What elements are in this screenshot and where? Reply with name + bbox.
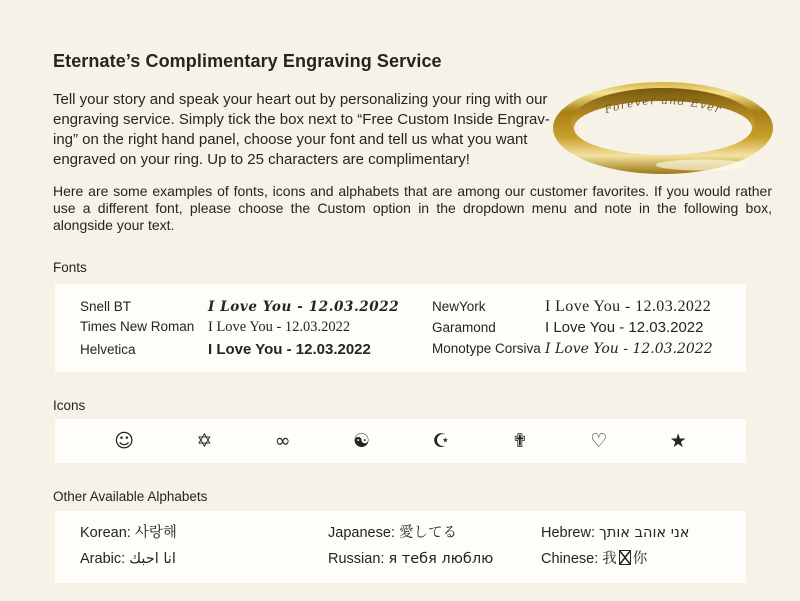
ring-engraving-text: Forever and Ever — [602, 93, 724, 117]
missing-glyph-box — [619, 550, 631, 565]
examples-paragraph: Here are some examples of fonts, icons and alphabets that are among our customer favorites. If you would rather use a different font, please choose the Custom option in the dropdown menu and note in the following box, alongside your text. — [53, 183, 772, 233]
intro-row — [53, 90, 776, 170]
gold-ring-image — [550, 72, 776, 178]
alphabet-sample-after: 你 — [632, 551, 648, 567]
ring-hole — [574, 101, 752, 155]
star-icon: ★ — [669, 429, 687, 452]
font-name: Helvetica — [80, 341, 136, 357]
font-row — [432, 319, 721, 336]
intro-line: engraved on your ring. Up to 25 characters are complimentary! — [53, 151, 470, 168]
font-row — [80, 341, 432, 358]
alphabet-sample-text: انا احبك — [129, 551, 176, 567]
font-sample: I Love You - 12.03.2022 — [545, 341, 713, 358]
font-row — [432, 298, 721, 316]
alphabet-sample-text: 愛してる — [398, 525, 457, 541]
star-of-david-icon: ✡ — [196, 429, 213, 452]
font-row — [80, 319, 432, 336]
page-title: Eternate’s Complimentary Engraving Service — [53, 51, 442, 71]
alphabets-section-label: Other Available Alphabets — [53, 489, 208, 504]
alphabet-language-label: Chinese: — [541, 551, 599, 567]
icons-section-label: Icons — [53, 398, 86, 413]
font-name: Garamond — [432, 320, 496, 336]
intro-line: engraving service. Simply tick the box next to “Free Custom Inside Engrav- — [53, 111, 550, 128]
alphabet-sample-text: я тебя люблю — [388, 551, 494, 567]
alphabet-language-label: Russian: — [328, 551, 385, 567]
infinity-icon: ∞ — [274, 429, 291, 452]
alphabet-item — [80, 524, 328, 542]
alphabet-sample-text — [602, 551, 647, 567]
heart-outline-icon: ♡ — [590, 429, 608, 452]
alphabet-language-label: Korean: — [80, 525, 131, 541]
alphabet-language-label: Hebrew: — [541, 525, 595, 541]
fonts-card — [55, 284, 746, 372]
font-sample: I Love You - 12.03.2022 — [208, 340, 371, 358]
alphabet-item — [328, 550, 541, 568]
font-sample: I Love You - 12.03.2022 — [545, 319, 704, 337]
font-name: Times New Roman — [80, 319, 195, 335]
font-sample: I Love You - 12.03.2022 — [208, 319, 351, 336]
smiley-icon: ☺ — [114, 429, 135, 452]
alphabet-sample-text: 사랑해 — [134, 525, 177, 541]
alphabet-item — [541, 524, 721, 542]
icons-card — [55, 419, 746, 463]
fonts-section-label: Fonts — [53, 260, 87, 275]
font-sample: I Love You - 12.03.2022 — [208, 298, 400, 315]
intro-line: ing” on the right hand panel, choose your font and tell us what you want — [53, 131, 528, 148]
font-row — [432, 341, 721, 357]
ring-highlight — [656, 160, 748, 171]
alphabet-sample-text: אני אוהב אותך — [599, 525, 690, 541]
intro-paragraph — [53, 90, 558, 170]
font-name: Monotype Corsiva — [432, 341, 541, 357]
yin-yang-icon: ☯ — [352, 429, 371, 452]
cross-icon: ✟ — [511, 429, 528, 452]
font-sample: I Love You - 12.03.2022 — [545, 297, 712, 315]
alphabet-language-label: Arabic: — [80, 551, 126, 567]
alphabet-language-label: Japanese: — [328, 525, 395, 541]
alphabet-item — [328, 524, 541, 542]
alphabet-item — [541, 550, 721, 568]
intro-line: Tell your story and speak your heart out by personalizing your ring with our — [53, 91, 548, 108]
alphabets-card — [55, 511, 746, 583]
alphabet-sample-before: 我 — [602, 551, 617, 567]
font-name: Snell BT — [80, 298, 132, 314]
star-crescent-icon: ☪ — [432, 429, 450, 452]
font-name: NewYork — [432, 298, 486, 314]
alphabet-item — [80, 550, 328, 568]
font-row — [80, 299, 432, 315]
